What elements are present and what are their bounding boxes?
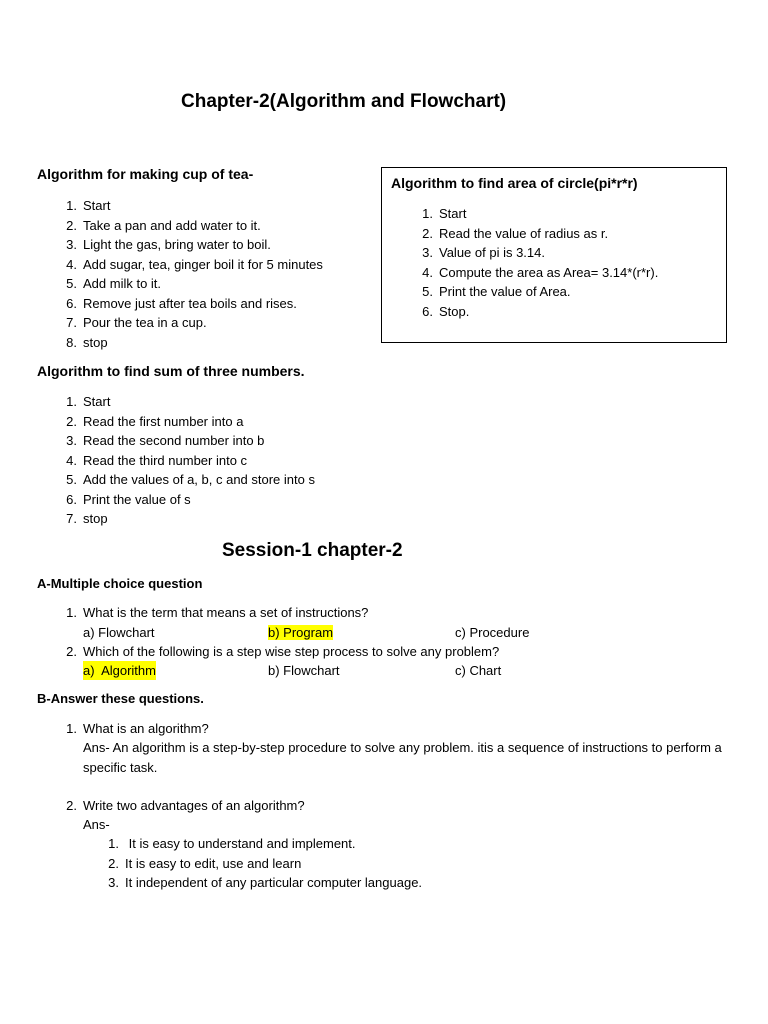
list-item: 7. Pour the tea in a cup. (66, 315, 207, 330)
tea-heading: Algorithm for making cup of tea- (37, 166, 254, 182)
list-item: 1. Start (422, 206, 467, 221)
list-item: 4. Read the third number into c (66, 452, 248, 468)
list-item: 3. Value of pi is 3.14. (422, 245, 545, 260)
list-item: 1. Start (66, 198, 111, 213)
q1-number: 1. (66, 605, 77, 620)
circle-steps-list (415, 204, 715, 321)
q1-option-c: c) Procedure (455, 625, 530, 640)
list-item: 2. Take a pan and add water to it. (66, 217, 261, 233)
q2-number: 2. (66, 644, 77, 659)
list-item: 5. Add milk to it. (66, 276, 162, 291)
mcq-heading: A-Multiple choice question (37, 576, 203, 591)
list-item: 2. Read the value of radius as r. (422, 225, 609, 241)
sum-heading: Algorithm to find sum of three numbers. (37, 363, 305, 379)
page-title: Chapter-2(Algorithm and Flowchart) (181, 91, 507, 112)
session-title: Session-1 chapter-2 (222, 540, 403, 561)
list-item: 5. Add the values of a, b, c and store into s (66, 472, 315, 487)
aq1-answer: Ans- An algorithm is a step-by-step procedure to solve any problem. itis a sequence of instructions to perform a specific task. (83, 740, 722, 775)
list-item: 4. Add sugar, tea, ginger boil it for 5 minutes (66, 256, 323, 272)
list-item: 3. Light the gas, bring water to boil. (66, 237, 271, 252)
list-item: 5. Print the value of Area. (422, 284, 571, 299)
q1-option-a: a) Flowchart (83, 625, 155, 640)
list-item: 6. Print the value of s (66, 491, 191, 507)
circle-heading: Algorithm to find area of circle(pi*r*r) (391, 175, 638, 191)
tea-steps-list (59, 196, 379, 352)
q2-text: Which of the following is a step wise step process to solve any problem? (83, 644, 500, 659)
list-item: 2. Read the first number into a (66, 413, 244, 429)
list-item: 1. It is easy to understand and implement. (108, 836, 356, 851)
list-item: 7. stop (66, 511, 108, 526)
q2-option-a-highlighted: a) Algorithm (83, 663, 156, 678)
aq2-number: 2. (66, 798, 77, 813)
q1-option-b-highlighted: b) Program (268, 625, 334, 640)
list-item: 6. Stop. (422, 303, 470, 319)
advantages-list (101, 834, 501, 893)
q2-option-c: c) Chart (455, 663, 502, 678)
aq1-number: 1. (66, 721, 77, 736)
list-item: 4. Compute the area as Area= 3.14*(r*r). (422, 264, 659, 280)
list-item: 3. Read the second number into b (66, 433, 265, 448)
circle-algorithm-box (381, 167, 727, 343)
aq2-answer-label: Ans- (83, 817, 110, 832)
q2-option-b: b) Flowchart (268, 663, 340, 678)
list-item: 2. It is easy to edit, use and learn (108, 855, 302, 871)
list-item: 6. Remove just after tea boils and rises. (66, 295, 297, 311)
list-item: 8. stop (66, 334, 108, 350)
aq2-question: Write two advantages of an algorithm? (83, 798, 305, 813)
list-item: 3. It independent of any particular computer language. (108, 875, 423, 890)
q1-text: What is the term that means a set of instructions? (83, 605, 369, 620)
sum-steps-list (59, 392, 379, 529)
list-item: 1. Start (66, 394, 111, 409)
answer-heading: B-Answer these questions. (37, 691, 204, 706)
aq1-question: What is an algorithm? (83, 721, 209, 736)
